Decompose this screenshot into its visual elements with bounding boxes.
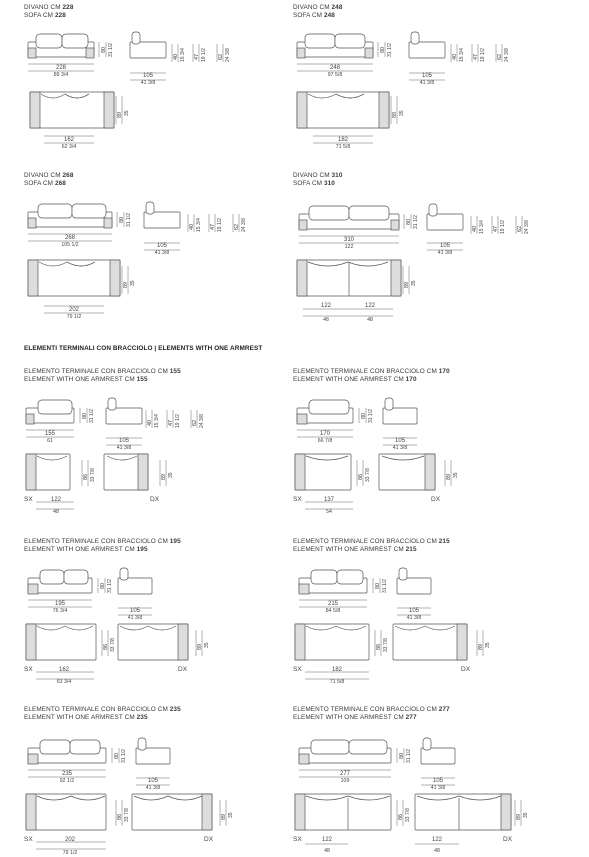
h-86: 86 — [358, 473, 364, 480]
depth-in: 41 3/8 — [419, 80, 435, 86]
h-35: 35 — [168, 472, 174, 478]
width-in: 89 3/4 — [53, 72, 69, 78]
h-89: 89 — [392, 111, 398, 118]
block-title: ELEMENTO TERMINALE CON BRACCIOLO CM 215 ELEMENT WITH ONE ARMREST CM 215 — [293, 538, 450, 553]
plan-a-cm: 122 — [321, 837, 333, 843]
h-33: 33 7/8 — [124, 808, 130, 822]
plan-cm: 137 — [323, 497, 335, 503]
dx-label: DX — [461, 666, 471, 673]
h-15: 15 3/4 — [479, 220, 485, 234]
h-24: 24 3/8 — [524, 220, 530, 234]
h-86: 86 — [83, 473, 89, 480]
width-cm: 268 — [64, 235, 76, 241]
h-35: 35 — [228, 812, 234, 818]
h-35: 35 — [124, 110, 130, 116]
h-47: 47 — [210, 223, 216, 230]
h-62: 62 — [192, 419, 198, 426]
h-62: 62 — [497, 53, 503, 60]
depth-in: 41 3/8 — [392, 445, 408, 451]
h-35: 35 — [204, 642, 210, 648]
plan-in: 48 — [53, 509, 59, 515]
h-47: 47 — [493, 225, 499, 232]
depth-in: 41 3/8 — [145, 785, 161, 791]
h-19: 19 1/2 — [500, 220, 506, 234]
sofa-drawing — [293, 368, 553, 518]
block-title: DIVANO CM 228 SOFA CM 228 — [24, 4, 74, 19]
h-31: 31 1/2 — [368, 409, 374, 423]
h-31: 31 1/2 — [387, 43, 393, 57]
h-40: 40 — [452, 53, 458, 60]
h-89: 89 — [221, 813, 227, 820]
armrest-170-block — [293, 368, 553, 518]
h-35: 35 — [130, 280, 136, 286]
width-cm: 215 — [327, 601, 339, 607]
h-89: 89 — [446, 473, 452, 480]
plan-cm: 202 — [68, 307, 80, 313]
depth-cm: 105 — [142, 73, 154, 79]
h-80: 80 — [399, 752, 405, 759]
plan-b-cm: 122 — [364, 303, 376, 309]
depth-cm: 105 — [408, 608, 420, 614]
h-31: 31 1/2 — [89, 409, 95, 423]
sx-label: SX — [24, 666, 33, 673]
h-86: 86 — [117, 813, 123, 820]
dx-label: DX — [178, 666, 188, 673]
sx-label: SX — [293, 496, 302, 503]
plan-b-in: 48 — [434, 848, 440, 854]
sx-label: SX — [24, 496, 33, 503]
dx-label: DX — [431, 496, 441, 503]
sx-label: SX — [24, 836, 33, 843]
sofa-248-block — [293, 4, 563, 154]
width-cm: 277 — [339, 771, 351, 777]
h-89: 89 — [123, 281, 129, 288]
plan-cm: 162 — [58, 667, 70, 673]
depth-cm: 105 — [439, 243, 451, 249]
h-80: 80 — [361, 412, 367, 419]
h-89: 89 — [516, 813, 522, 820]
h-89: 89 — [404, 281, 410, 288]
depth-in: 41 3/8 — [116, 445, 132, 451]
h-33: 33 7/8 — [365, 468, 371, 482]
width-in: 105 1/2 — [61, 242, 79, 248]
h-15: 15 3/4 — [459, 48, 465, 62]
depth-cm: 105 — [118, 438, 130, 444]
h-80: 80 — [100, 582, 106, 589]
width-cm: 248 — [329, 65, 341, 71]
h-80: 80 — [406, 218, 412, 225]
h-31: 31 1/2 — [121, 749, 127, 763]
width-cm: 235 — [61, 771, 73, 777]
plan-cm: 162 — [63, 137, 75, 143]
armrest-155-block — [24, 368, 284, 518]
plan-in: 71 5/8 — [335, 144, 351, 150]
sofa-drawing — [24, 4, 274, 154]
dx-label: DX — [204, 836, 214, 843]
depth-cm: 105 — [432, 778, 444, 784]
width-in: 66 7/8 — [317, 438, 333, 444]
h-33: 33 7/8 — [405, 808, 411, 822]
h-31: 31 1/2 — [107, 579, 113, 593]
block-title: ELEMENTO TERMINALE CON BRACCIOLO CM 170 ELEMENT WITH ONE ARMREST CM 170 — [293, 368, 450, 383]
sx-label: SX — [293, 836, 302, 843]
h-31: 31 1/2 — [126, 213, 132, 227]
width-cm: 195 — [54, 601, 66, 607]
depth-cm: 105 — [156, 243, 168, 249]
h-89: 89 — [117, 111, 123, 118]
width-in: 109 — [340, 778, 350, 784]
h-80: 80 — [114, 752, 120, 759]
width-cm: 170 — [319, 431, 331, 437]
dx-label: DX — [150, 496, 160, 503]
h-86: 86 — [103, 643, 109, 650]
sx-label: SX — [293, 666, 302, 673]
h-62: 62 — [517, 225, 523, 232]
h-47: 47 — [194, 53, 200, 60]
armrest-215-block — [293, 538, 563, 688]
h-35: 35 — [485, 642, 491, 648]
plan-in: 62 3/4 — [61, 144, 77, 150]
h-19: 19 1/2 — [175, 414, 181, 428]
sofa-drawing — [293, 706, 573, 856]
armrest-195-block — [24, 538, 284, 688]
sofa-drawing — [293, 4, 563, 154]
plan-a-in: 48 — [323, 317, 329, 323]
h-62: 62 — [218, 53, 224, 60]
h-89: 89 — [197, 643, 203, 650]
h-80: 80 — [380, 46, 386, 53]
depth-cm: 105 — [421, 73, 433, 79]
sofa-268-block — [24, 172, 284, 322]
sofa-310-block — [293, 172, 563, 322]
plan-in: 63 3/4 — [56, 679, 72, 685]
block-title: ELEMENTO TERMINALE CON BRACCIOLO CM 277 ELEMENT WITH ONE ARMREST CM 277 — [293, 706, 450, 721]
h-40: 40 — [173, 53, 179, 60]
h-19: 19 1/2 — [217, 218, 223, 232]
h-33: 33 7/8 — [90, 468, 96, 482]
depth-cm: 105 — [129, 608, 141, 614]
depth-cm: 105 — [147, 778, 159, 784]
block-title: ELEMENTO TERMINALE CON BRACCIOLO CM 155 ELEMENT WITH ONE ARMREST CM 155 — [24, 368, 181, 383]
h-31: 31 1/2 — [406, 749, 412, 763]
sofa-drawing — [24, 172, 284, 322]
plan-cm: 182 — [337, 137, 349, 143]
section-heading: ELEMENTI TERMINALI CON BRACCIOLO | ELEMENTS WITH ONE ARMREST — [24, 345, 263, 352]
block-title: ELEMENTO TERMINALE CON BRACCIOLO CM 195 ELEMENT WITH ONE ARMREST CM 195 — [24, 538, 181, 553]
depth-in: 41 3/8 — [430, 785, 446, 791]
h-47: 47 — [168, 419, 174, 426]
width-in: 122 — [344, 244, 354, 250]
h-40: 40 — [189, 223, 195, 230]
h-35: 35 — [399, 110, 405, 116]
h-89: 89 — [161, 473, 167, 480]
depth-in: 41 3/8 — [406, 615, 422, 621]
armrest-235-block — [24, 706, 284, 856]
h-24: 24 3/8 — [199, 414, 205, 428]
h-33: 33 7/8 — [110, 638, 116, 652]
h-35: 35 — [523, 812, 529, 818]
h-40: 40 — [472, 225, 478, 232]
plan-in: 71 5/8 — [329, 679, 345, 685]
plan-in: 54 — [326, 509, 332, 515]
plan-cm: 122 — [50, 497, 62, 503]
depth-in: 41 3/8 — [127, 615, 143, 621]
width-in: 92 1/2 — [59, 778, 75, 784]
h-86: 86 — [376, 643, 382, 650]
width-in: 61 — [47, 438, 53, 444]
block-title: DIVANO CM 248 SOFA CM 248 — [293, 4, 343, 19]
plan-in: 79 1/2 — [66, 314, 82, 320]
h-24: 24 3/8 — [241, 218, 247, 232]
h-35: 35 — [411, 280, 417, 286]
sofa-drawing — [24, 706, 284, 856]
block-title: DIVANO CM 268 SOFA CM 268 — [24, 172, 74, 187]
h-89: 89 — [478, 643, 484, 650]
h-47: 47 — [473, 53, 479, 60]
plan-a-in: 48 — [324, 848, 330, 854]
h-35: 35 — [453, 472, 459, 478]
h-31: 31 1/2 — [108, 43, 114, 57]
plan-cm: 182 — [331, 667, 343, 673]
block-title: ELEMENTO TERMINALE CON BRACCIOLO CM 235 ELEMENT WITH ONE ARMREST CM 235 — [24, 706, 181, 721]
h-80: 80 — [82, 412, 88, 419]
depth-cm: 105 — [394, 438, 406, 444]
h-15: 15 3/4 — [180, 48, 186, 62]
dx-label: DX — [503, 836, 513, 843]
block-title: DIVANO CM 310 SOFA CM 310 — [293, 172, 343, 187]
h-86: 86 — [398, 813, 404, 820]
h-40: 40 — [147, 419, 153, 426]
plan-b-cm: 122 — [431, 837, 443, 843]
depth-in: 41 3/8 — [437, 250, 453, 256]
h-24: 24 3/8 — [504, 48, 510, 62]
depth-in: 41 3/8 — [140, 80, 156, 86]
h-19: 19 1/2 — [201, 48, 207, 62]
sofa-drawing — [24, 538, 284, 688]
plan-a-cm: 122 — [320, 303, 332, 309]
sofa-drawing — [293, 538, 563, 688]
h-31: 31 1/2 — [382, 579, 388, 593]
sofa-drawing — [24, 368, 284, 518]
h-80: 80 — [119, 216, 125, 223]
h-15: 15 3/4 — [196, 218, 202, 232]
h-15: 15 3/4 — [154, 414, 160, 428]
h-19: 19 1/2 — [480, 48, 486, 62]
width-cm: 310 — [343, 237, 355, 243]
h-80: 80 — [101, 46, 107, 53]
h-24: 24 3/8 — [225, 48, 231, 62]
sofa-228-block — [24, 4, 274, 154]
depth-in: 41 3/8 — [154, 250, 170, 256]
plan-cm: 202 — [64, 837, 76, 843]
width-cm: 228 — [55, 65, 67, 71]
width-in: 97 5/8 — [327, 72, 343, 78]
armrest-277-block — [293, 706, 573, 856]
h-80: 80 — [375, 582, 381, 589]
sofa-drawing — [293, 172, 563, 322]
width-in: 84 5/8 — [325, 608, 341, 614]
width-cm: 155 — [44, 431, 56, 437]
width-in: 76 3/4 — [52, 608, 68, 614]
plan-in: 79 1/2 — [62, 850, 78, 856]
plan-b-in: 48 — [367, 317, 373, 323]
h-33: 33 7/8 — [383, 638, 389, 652]
h-62: 62 — [234, 223, 240, 230]
h-31: 31 1/2 — [413, 215, 419, 229]
